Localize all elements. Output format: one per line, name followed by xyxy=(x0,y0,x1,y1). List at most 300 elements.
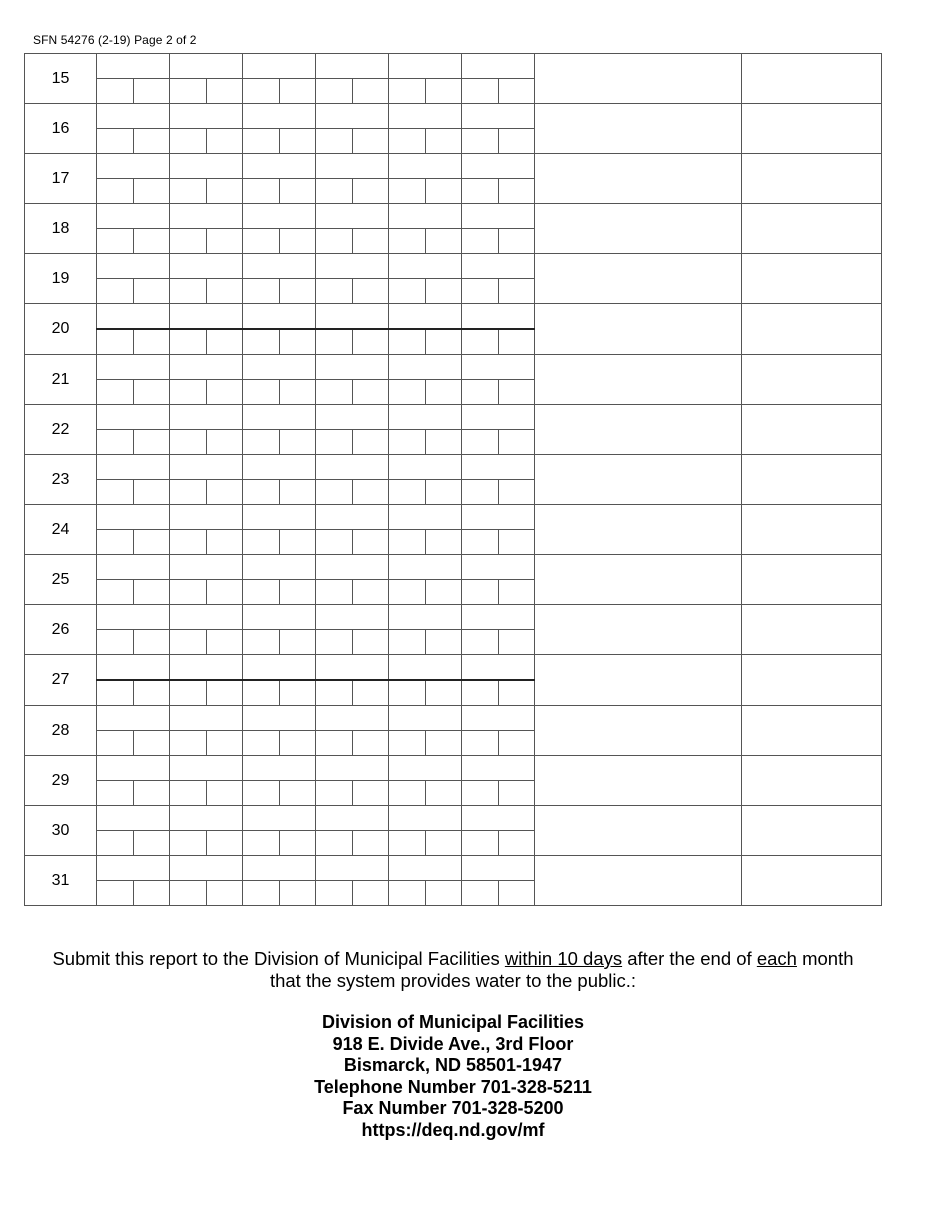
sub-reading-entry-cell[interactable] xyxy=(97,831,134,856)
sub-reading-entry-cell[interactable] xyxy=(170,580,207,605)
reading-entry-cell[interactable] xyxy=(462,304,535,330)
sub-reading-entry-cell[interactable] xyxy=(425,680,462,706)
sub-reading-entry-cell[interactable] xyxy=(170,329,207,355)
remarks-entry-cell[interactable] xyxy=(535,706,742,756)
sub-reading-entry-cell[interactable] xyxy=(243,380,280,405)
sub-reading-entry-cell[interactable] xyxy=(133,530,170,555)
sub-reading-entry-cell[interactable] xyxy=(498,430,535,455)
reading-entry-cell[interactable] xyxy=(462,605,535,630)
reading-entry-cell[interactable] xyxy=(462,355,535,380)
sub-reading-entry-cell[interactable] xyxy=(462,731,499,756)
reading-entry-cell[interactable] xyxy=(170,856,243,881)
sub-reading-entry-cell[interactable] xyxy=(389,781,426,806)
reading-entry-cell[interactable] xyxy=(97,706,170,731)
reading-entry-cell[interactable] xyxy=(243,605,316,630)
sub-reading-entry-cell[interactable] xyxy=(243,229,280,254)
sub-reading-entry-cell[interactable] xyxy=(97,881,134,906)
sub-reading-entry-cell[interactable] xyxy=(425,781,462,806)
reading-entry-cell[interactable] xyxy=(243,455,316,480)
reading-entry-cell[interactable] xyxy=(243,54,316,79)
sub-reading-entry-cell[interactable] xyxy=(206,580,243,605)
sub-reading-entry-cell[interactable] xyxy=(206,279,243,304)
sub-reading-entry-cell[interactable] xyxy=(279,881,316,906)
sub-reading-entry-cell[interactable] xyxy=(425,229,462,254)
remarks-entry-cell[interactable] xyxy=(535,756,742,806)
sub-reading-entry-cell[interactable] xyxy=(97,229,134,254)
sub-reading-entry-cell[interactable] xyxy=(133,781,170,806)
sub-reading-entry-cell[interactable] xyxy=(352,781,389,806)
sub-reading-entry-cell[interactable] xyxy=(352,630,389,655)
operator-entry-cell[interactable] xyxy=(742,605,882,655)
sub-reading-entry-cell[interactable] xyxy=(133,329,170,355)
sub-reading-entry-cell[interactable] xyxy=(462,229,499,254)
operator-entry-cell[interactable] xyxy=(742,505,882,555)
sub-reading-entry-cell[interactable] xyxy=(352,881,389,906)
sub-reading-entry-cell[interactable] xyxy=(316,580,353,605)
sub-reading-entry-cell[interactable] xyxy=(243,329,280,355)
sub-reading-entry-cell[interactable] xyxy=(316,680,353,706)
reading-entry-cell[interactable] xyxy=(97,254,170,279)
reading-entry-cell[interactable] xyxy=(462,154,535,179)
sub-reading-entry-cell[interactable] xyxy=(389,279,426,304)
sub-reading-entry-cell[interactable] xyxy=(352,229,389,254)
sub-reading-entry-cell[interactable] xyxy=(133,380,170,405)
operator-entry-cell[interactable] xyxy=(742,204,882,254)
sub-reading-entry-cell[interactable] xyxy=(389,480,426,505)
reading-entry-cell[interactable] xyxy=(462,54,535,79)
website-link[interactable]: https://deq.nd.gov/mf xyxy=(361,1119,545,1140)
sub-reading-entry-cell[interactable] xyxy=(425,279,462,304)
sub-reading-entry-cell[interactable] xyxy=(170,731,207,756)
sub-reading-entry-cell[interactable] xyxy=(316,630,353,655)
reading-entry-cell[interactable] xyxy=(243,254,316,279)
sub-reading-entry-cell[interactable] xyxy=(170,380,207,405)
sub-reading-entry-cell[interactable] xyxy=(352,480,389,505)
sub-reading-entry-cell[interactable] xyxy=(389,731,426,756)
reading-entry-cell[interactable] xyxy=(97,505,170,530)
reading-entry-cell[interactable] xyxy=(170,756,243,781)
sub-reading-entry-cell[interactable] xyxy=(389,530,426,555)
reading-entry-cell[interactable] xyxy=(389,54,462,79)
sub-reading-entry-cell[interactable] xyxy=(498,229,535,254)
reading-entry-cell[interactable] xyxy=(316,104,389,129)
reading-entry-cell[interactable] xyxy=(316,355,389,380)
sub-reading-entry-cell[interactable] xyxy=(243,129,280,154)
reading-entry-cell[interactable] xyxy=(462,655,535,681)
reading-entry-cell[interactable] xyxy=(462,204,535,229)
sub-reading-entry-cell[interactable] xyxy=(498,630,535,655)
reading-entry-cell[interactable] xyxy=(316,555,389,580)
sub-reading-entry-cell[interactable] xyxy=(97,480,134,505)
reading-entry-cell[interactable] xyxy=(170,204,243,229)
reading-entry-cell[interactable] xyxy=(170,505,243,530)
reading-entry-cell[interactable] xyxy=(97,154,170,179)
reading-entry-cell[interactable] xyxy=(389,706,462,731)
sub-reading-entry-cell[interactable] xyxy=(462,630,499,655)
reading-entry-cell[interactable] xyxy=(243,706,316,731)
remarks-entry-cell[interactable] xyxy=(535,355,742,405)
sub-reading-entry-cell[interactable] xyxy=(97,79,134,104)
sub-reading-entry-cell[interactable] xyxy=(425,480,462,505)
reading-entry-cell[interactable] xyxy=(97,204,170,229)
reading-entry-cell[interactable] xyxy=(389,104,462,129)
reading-entry-cell[interactable] xyxy=(316,856,389,881)
reading-entry-cell[interactable] xyxy=(389,154,462,179)
sub-reading-entry-cell[interactable] xyxy=(133,630,170,655)
sub-reading-entry-cell[interactable] xyxy=(279,680,316,706)
sub-reading-entry-cell[interactable] xyxy=(425,630,462,655)
reading-entry-cell[interactable] xyxy=(462,505,535,530)
sub-reading-entry-cell[interactable] xyxy=(206,229,243,254)
sub-reading-entry-cell[interactable] xyxy=(170,630,207,655)
sub-reading-entry-cell[interactable] xyxy=(352,580,389,605)
reading-entry-cell[interactable] xyxy=(243,405,316,430)
reading-entry-cell[interactable] xyxy=(462,806,535,831)
reading-entry-cell[interactable] xyxy=(462,104,535,129)
remarks-entry-cell[interactable] xyxy=(535,104,742,154)
reading-entry-cell[interactable] xyxy=(243,104,316,129)
operator-entry-cell[interactable] xyxy=(742,355,882,405)
sub-reading-entry-cell[interactable] xyxy=(316,229,353,254)
reading-entry-cell[interactable] xyxy=(316,655,389,681)
sub-reading-entry-cell[interactable] xyxy=(352,329,389,355)
operator-entry-cell[interactable] xyxy=(742,54,882,104)
sub-reading-entry-cell[interactable] xyxy=(243,680,280,706)
sub-reading-entry-cell[interactable] xyxy=(97,430,134,455)
remarks-entry-cell[interactable] xyxy=(535,204,742,254)
remarks-entry-cell[interactable] xyxy=(535,806,742,856)
sub-reading-entry-cell[interactable] xyxy=(97,129,134,154)
sub-reading-entry-cell[interactable] xyxy=(462,480,499,505)
sub-reading-entry-cell[interactable] xyxy=(498,279,535,304)
sub-reading-entry-cell[interactable] xyxy=(316,129,353,154)
sub-reading-entry-cell[interactable] xyxy=(462,831,499,856)
sub-reading-entry-cell[interactable] xyxy=(206,430,243,455)
sub-reading-entry-cell[interactable] xyxy=(352,380,389,405)
reading-entry-cell[interactable] xyxy=(462,455,535,480)
reading-entry-cell[interactable] xyxy=(316,304,389,330)
reading-entry-cell[interactable] xyxy=(316,605,389,630)
sub-reading-entry-cell[interactable] xyxy=(206,630,243,655)
sub-reading-entry-cell[interactable] xyxy=(279,380,316,405)
sub-reading-entry-cell[interactable] xyxy=(97,179,134,204)
sub-reading-entry-cell[interactable] xyxy=(389,79,426,104)
reading-entry-cell[interactable] xyxy=(97,104,170,129)
operator-entry-cell[interactable] xyxy=(742,756,882,806)
sub-reading-entry-cell[interactable] xyxy=(133,279,170,304)
reading-entry-cell[interactable] xyxy=(462,706,535,731)
sub-reading-entry-cell[interactable] xyxy=(170,781,207,806)
reading-entry-cell[interactable] xyxy=(170,54,243,79)
reading-entry-cell[interactable] xyxy=(170,104,243,129)
sub-reading-entry-cell[interactable] xyxy=(352,430,389,455)
reading-entry-cell[interactable] xyxy=(97,54,170,79)
sub-reading-entry-cell[interactable] xyxy=(389,831,426,856)
sub-reading-entry-cell[interactable] xyxy=(462,580,499,605)
sub-reading-entry-cell[interactable] xyxy=(316,881,353,906)
sub-reading-entry-cell[interactable] xyxy=(462,129,499,154)
reading-entry-cell[interactable] xyxy=(97,856,170,881)
sub-reading-entry-cell[interactable] xyxy=(133,680,170,706)
sub-reading-entry-cell[interactable] xyxy=(206,329,243,355)
sub-reading-entry-cell[interactable] xyxy=(279,831,316,856)
remarks-entry-cell[interactable] xyxy=(535,304,742,355)
sub-reading-entry-cell[interactable] xyxy=(243,179,280,204)
sub-reading-entry-cell[interactable] xyxy=(498,680,535,706)
sub-reading-entry-cell[interactable] xyxy=(243,630,280,655)
reading-entry-cell[interactable] xyxy=(462,856,535,881)
reading-entry-cell[interactable] xyxy=(97,355,170,380)
sub-reading-entry-cell[interactable] xyxy=(498,731,535,756)
reading-entry-cell[interactable] xyxy=(97,304,170,330)
reading-entry-cell[interactable] xyxy=(243,304,316,330)
operator-entry-cell[interactable] xyxy=(742,455,882,505)
sub-reading-entry-cell[interactable] xyxy=(97,731,134,756)
sub-reading-entry-cell[interactable] xyxy=(498,179,535,204)
sub-reading-entry-cell[interactable] xyxy=(206,480,243,505)
sub-reading-entry-cell[interactable] xyxy=(279,329,316,355)
reading-entry-cell[interactable] xyxy=(389,655,462,681)
sub-reading-entry-cell[interactable] xyxy=(498,831,535,856)
sub-reading-entry-cell[interactable] xyxy=(316,179,353,204)
sub-reading-entry-cell[interactable] xyxy=(498,329,535,355)
sub-reading-entry-cell[interactable] xyxy=(316,329,353,355)
sub-reading-entry-cell[interactable] xyxy=(498,380,535,405)
sub-reading-entry-cell[interactable] xyxy=(279,480,316,505)
reading-entry-cell[interactable] xyxy=(243,154,316,179)
remarks-entry-cell[interactable] xyxy=(535,505,742,555)
sub-reading-entry-cell[interactable] xyxy=(316,380,353,405)
sub-reading-entry-cell[interactable] xyxy=(316,430,353,455)
sub-reading-entry-cell[interactable] xyxy=(170,480,207,505)
reading-entry-cell[interactable] xyxy=(97,405,170,430)
operator-entry-cell[interactable] xyxy=(742,304,882,355)
sub-reading-entry-cell[interactable] xyxy=(462,179,499,204)
remarks-entry-cell[interactable] xyxy=(535,655,742,706)
sub-reading-entry-cell[interactable] xyxy=(279,731,316,756)
remarks-entry-cell[interactable] xyxy=(535,54,742,104)
reading-entry-cell[interactable] xyxy=(389,806,462,831)
sub-reading-entry-cell[interactable] xyxy=(243,731,280,756)
sub-reading-entry-cell[interactable] xyxy=(462,881,499,906)
sub-reading-entry-cell[interactable] xyxy=(206,680,243,706)
sub-reading-entry-cell[interactable] xyxy=(425,731,462,756)
sub-reading-entry-cell[interactable] xyxy=(316,781,353,806)
sub-reading-entry-cell[interactable] xyxy=(97,680,134,706)
sub-reading-entry-cell[interactable] xyxy=(462,279,499,304)
sub-reading-entry-cell[interactable] xyxy=(279,229,316,254)
sub-reading-entry-cell[interactable] xyxy=(206,79,243,104)
sub-reading-entry-cell[interactable] xyxy=(133,831,170,856)
sub-reading-entry-cell[interactable] xyxy=(462,781,499,806)
reading-entry-cell[interactable] xyxy=(170,455,243,480)
sub-reading-entry-cell[interactable] xyxy=(352,731,389,756)
sub-reading-entry-cell[interactable] xyxy=(316,480,353,505)
reading-entry-cell[interactable] xyxy=(316,756,389,781)
sub-reading-entry-cell[interactable] xyxy=(170,530,207,555)
remarks-entry-cell[interactable] xyxy=(535,555,742,605)
sub-reading-entry-cell[interactable] xyxy=(170,79,207,104)
sub-reading-entry-cell[interactable] xyxy=(170,229,207,254)
reading-entry-cell[interactable] xyxy=(316,505,389,530)
reading-entry-cell[interactable] xyxy=(316,706,389,731)
reading-entry-cell[interactable] xyxy=(97,756,170,781)
sub-reading-entry-cell[interactable] xyxy=(389,881,426,906)
sub-reading-entry-cell[interactable] xyxy=(389,430,426,455)
sub-reading-entry-cell[interactable] xyxy=(170,430,207,455)
sub-reading-entry-cell[interactable] xyxy=(243,279,280,304)
sub-reading-entry-cell[interactable] xyxy=(389,380,426,405)
sub-reading-entry-cell[interactable] xyxy=(425,831,462,856)
sub-reading-entry-cell[interactable] xyxy=(206,781,243,806)
reading-entry-cell[interactable] xyxy=(243,355,316,380)
sub-reading-entry-cell[interactable] xyxy=(462,430,499,455)
sub-reading-entry-cell[interactable] xyxy=(170,680,207,706)
sub-reading-entry-cell[interactable] xyxy=(425,580,462,605)
sub-reading-entry-cell[interactable] xyxy=(206,380,243,405)
reading-entry-cell[interactable] xyxy=(462,756,535,781)
remarks-entry-cell[interactable] xyxy=(535,405,742,455)
sub-reading-entry-cell[interactable] xyxy=(243,881,280,906)
sub-reading-entry-cell[interactable] xyxy=(133,881,170,906)
remarks-entry-cell[interactable] xyxy=(535,605,742,655)
sub-reading-entry-cell[interactable] xyxy=(425,881,462,906)
sub-reading-entry-cell[interactable] xyxy=(206,731,243,756)
sub-reading-entry-cell[interactable] xyxy=(133,179,170,204)
sub-reading-entry-cell[interactable] xyxy=(170,279,207,304)
sub-reading-entry-cell[interactable] xyxy=(462,680,499,706)
sub-reading-entry-cell[interactable] xyxy=(389,680,426,706)
reading-entry-cell[interactable] xyxy=(170,254,243,279)
reading-entry-cell[interactable] xyxy=(462,555,535,580)
sub-reading-entry-cell[interactable] xyxy=(425,430,462,455)
sub-reading-entry-cell[interactable] xyxy=(170,881,207,906)
sub-reading-entry-cell[interactable] xyxy=(97,279,134,304)
reading-entry-cell[interactable] xyxy=(316,254,389,279)
sub-reading-entry-cell[interactable] xyxy=(389,129,426,154)
sub-reading-entry-cell[interactable] xyxy=(498,781,535,806)
sub-reading-entry-cell[interactable] xyxy=(389,329,426,355)
sub-reading-entry-cell[interactable] xyxy=(498,580,535,605)
sub-reading-entry-cell[interactable] xyxy=(462,79,499,104)
operator-entry-cell[interactable] xyxy=(742,104,882,154)
reading-entry-cell[interactable] xyxy=(97,806,170,831)
sub-reading-entry-cell[interactable] xyxy=(133,79,170,104)
reading-entry-cell[interactable] xyxy=(170,304,243,330)
reading-entry-cell[interactable] xyxy=(170,806,243,831)
sub-reading-entry-cell[interactable] xyxy=(389,179,426,204)
sub-reading-entry-cell[interactable] xyxy=(352,179,389,204)
reading-entry-cell[interactable] xyxy=(316,806,389,831)
reading-entry-cell[interactable] xyxy=(389,505,462,530)
reading-entry-cell[interactable] xyxy=(316,405,389,430)
reading-entry-cell[interactable] xyxy=(243,505,316,530)
reading-entry-cell[interactable] xyxy=(170,405,243,430)
sub-reading-entry-cell[interactable] xyxy=(97,630,134,655)
reading-entry-cell[interactable] xyxy=(389,304,462,330)
reading-entry-cell[interactable] xyxy=(170,605,243,630)
reading-entry-cell[interactable] xyxy=(170,655,243,681)
sub-reading-entry-cell[interactable] xyxy=(97,530,134,555)
sub-reading-entry-cell[interactable] xyxy=(279,530,316,555)
reading-entry-cell[interactable] xyxy=(316,204,389,229)
sub-reading-entry-cell[interactable] xyxy=(425,530,462,555)
reading-entry-cell[interactable] xyxy=(316,154,389,179)
sub-reading-entry-cell[interactable] xyxy=(279,580,316,605)
sub-reading-entry-cell[interactable] xyxy=(352,79,389,104)
sub-reading-entry-cell[interactable] xyxy=(243,530,280,555)
reading-entry-cell[interactable] xyxy=(389,856,462,881)
reading-entry-cell[interactable] xyxy=(389,204,462,229)
sub-reading-entry-cell[interactable] xyxy=(279,430,316,455)
sub-reading-entry-cell[interactable] xyxy=(389,580,426,605)
sub-reading-entry-cell[interactable] xyxy=(133,129,170,154)
sub-reading-entry-cell[interactable] xyxy=(425,179,462,204)
sub-reading-entry-cell[interactable] xyxy=(206,881,243,906)
reading-entry-cell[interactable] xyxy=(243,555,316,580)
sub-reading-entry-cell[interactable] xyxy=(425,79,462,104)
reading-entry-cell[interactable] xyxy=(243,806,316,831)
operator-entry-cell[interactable] xyxy=(742,154,882,204)
sub-reading-entry-cell[interactable] xyxy=(279,79,316,104)
sub-reading-entry-cell[interactable] xyxy=(389,630,426,655)
reading-entry-cell[interactable] xyxy=(389,254,462,279)
sub-reading-entry-cell[interactable] xyxy=(97,781,134,806)
sub-reading-entry-cell[interactable] xyxy=(425,129,462,154)
sub-reading-entry-cell[interactable] xyxy=(133,731,170,756)
sub-reading-entry-cell[interactable] xyxy=(352,530,389,555)
sub-reading-entry-cell[interactable] xyxy=(462,530,499,555)
reading-entry-cell[interactable] xyxy=(243,655,316,681)
sub-reading-entry-cell[interactable] xyxy=(352,680,389,706)
remarks-entry-cell[interactable] xyxy=(535,455,742,505)
sub-reading-entry-cell[interactable] xyxy=(133,580,170,605)
reading-entry-cell[interactable] xyxy=(243,856,316,881)
sub-reading-entry-cell[interactable] xyxy=(170,831,207,856)
sub-reading-entry-cell[interactable] xyxy=(498,881,535,906)
sub-reading-entry-cell[interactable] xyxy=(425,380,462,405)
sub-reading-entry-cell[interactable] xyxy=(243,480,280,505)
remarks-entry-cell[interactable] xyxy=(535,856,742,906)
reading-entry-cell[interactable] xyxy=(97,455,170,480)
reading-entry-cell[interactable] xyxy=(97,655,170,681)
sub-reading-entry-cell[interactable] xyxy=(425,329,462,355)
reading-entry-cell[interactable] xyxy=(389,405,462,430)
sub-reading-entry-cell[interactable] xyxy=(206,831,243,856)
sub-reading-entry-cell[interactable] xyxy=(243,79,280,104)
reading-entry-cell[interactable] xyxy=(97,555,170,580)
reading-entry-cell[interactable] xyxy=(389,605,462,630)
sub-reading-entry-cell[interactable] xyxy=(279,781,316,806)
sub-reading-entry-cell[interactable] xyxy=(498,480,535,505)
sub-reading-entry-cell[interactable] xyxy=(279,179,316,204)
sub-reading-entry-cell[interactable] xyxy=(243,831,280,856)
operator-entry-cell[interactable] xyxy=(742,555,882,605)
operator-entry-cell[interactable] xyxy=(742,856,882,906)
sub-reading-entry-cell[interactable] xyxy=(389,229,426,254)
sub-reading-entry-cell[interactable] xyxy=(243,781,280,806)
reading-entry-cell[interactable] xyxy=(462,254,535,279)
sub-reading-entry-cell[interactable] xyxy=(279,279,316,304)
reading-entry-cell[interactable] xyxy=(170,706,243,731)
sub-reading-entry-cell[interactable] xyxy=(170,179,207,204)
sub-reading-entry-cell[interactable] xyxy=(133,229,170,254)
sub-reading-entry-cell[interactable] xyxy=(170,129,207,154)
sub-reading-entry-cell[interactable] xyxy=(498,79,535,104)
sub-reading-entry-cell[interactable] xyxy=(352,279,389,304)
operator-entry-cell[interactable] xyxy=(742,806,882,856)
reading-entry-cell[interactable] xyxy=(243,756,316,781)
